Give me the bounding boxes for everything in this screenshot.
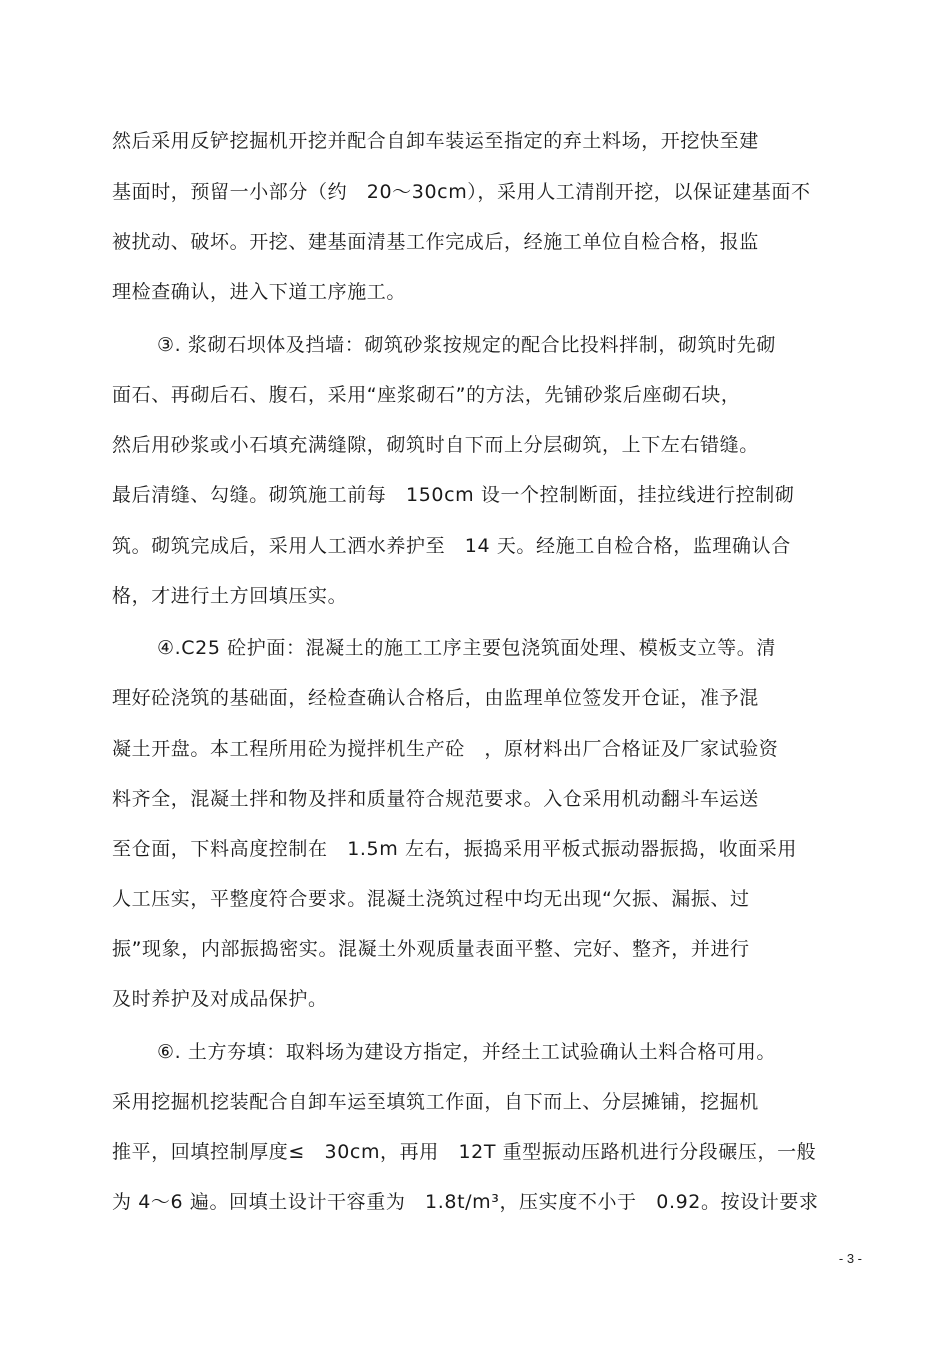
paragraph-heading-line: ⑥. 土方夯填：取料场为建设方指定，并经土工试验确认土料合格可用。 xyxy=(157,1041,776,1063)
text-line: 然后用砂浆或小石填充满缝隙，砌筑时自下而上分层砌筑，上下左右错缝。 xyxy=(112,434,759,456)
text-line: 采用挖掘机挖装配合自卸车运至填筑工作面，自下而上、分层摊铺，挖掘机 xyxy=(112,1091,759,1113)
text-line: 理好砼浇筑的基础面，经检查确认合格后，由监理单位签发开仓证，准予混 xyxy=(112,687,759,709)
text-line: 筑。砌筑完成后，采用人工洒水养护至 14 天。经施工自检合格，监理确认合 xyxy=(112,535,791,557)
text-line: 至仓面，下料高度控制在 1.5m 左右，振捣采用平板式振动器振捣，收面采用 xyxy=(112,838,797,860)
text-line: 推平，回填控制厚度≤ 30cm，再用 12T 重型振动压路机进行分段碾压，一般 xyxy=(112,1141,817,1163)
text-line: 基面时，预留一小部分（约 20～30cm），采用人工清削开挖，以保证建基面不 xyxy=(112,181,811,203)
text-line: 格，才进行土方回填压实。 xyxy=(112,585,348,607)
paragraph-heading-line: ④.C25 砼护面：混凝土的施工工序主要包浇筑面处理、模板支立等。清 xyxy=(157,637,776,659)
text-line: 料齐全，混凝土拌和物及拌和质量符合规范要求。入仓采用机动翻斗车运送 xyxy=(112,788,759,810)
text-line: 被扰动、破坏。开挖、建基面清基工作完成后，经施工单位自检合格，报监 xyxy=(112,231,759,253)
text-line: 凝土开盘。本工程所用砼为搅拌机生产砼 ，原材料出厂合格证及厂家试验资 xyxy=(112,738,779,760)
paragraph-heading-line: ③. 浆砌石坝体及挡墙：砌筑砂浆按规定的配合比投料拌制，砌筑时先砌 xyxy=(157,334,776,356)
text-line: 然后采用反铲挖掘机开挖并配合自卸车装运至指定的弃土料场，开挖快至建 xyxy=(112,130,759,152)
text-line: 面石、再砌后石、腹石，采用“座浆砌石”的方法，先铺砂浆后座砌石块， xyxy=(112,384,741,406)
text-line: 最后清缝、勾缝。砌筑施工前每 150cm 设一个控制断面，挂拉线进行控制砌 xyxy=(112,484,795,506)
page-number: - 3 - xyxy=(838,1251,862,1266)
text-line: 为 4～6 遍。回填土设计干容重为 1.8t/m³，压实度不小于 0.92。按设计要求 xyxy=(112,1191,819,1213)
text-line: 理检查确认，进入下道工序施工。 xyxy=(112,281,407,303)
text-line: 及时养护及对成品保护。 xyxy=(112,988,328,1010)
text-line: 人工压实，平整度符合要求。混凝土浇筑过程中均无出现“欠振、漏振、过 xyxy=(112,888,750,910)
text-line: 振”现象，内部振捣密实。混凝土外观质量表面平整、完好、整齐，并进行 xyxy=(112,938,750,960)
